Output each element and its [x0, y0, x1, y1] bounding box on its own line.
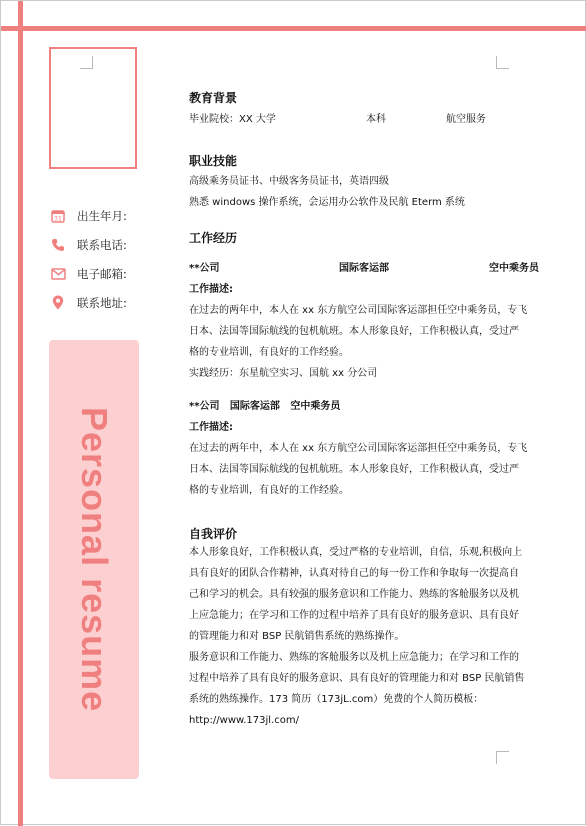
- phone-label: 联系电话:: [77, 237, 127, 252]
- job1-desc-line: 在过去的两年中，本人在 xx 东方航空公司国际客运部担任空中乘务员，专飞: [189, 305, 528, 316]
- svg-text:31: 31: [54, 215, 62, 222]
- phone-icon: [49, 236, 67, 254]
- job1-position: 空中乘务员: [489, 263, 539, 274]
- address-row: [49, 288, 127, 317]
- job1-desc-label: 工作描述:: [189, 284, 233, 295]
- education-row: [189, 109, 549, 130]
- self-eval-line: 过程中培养了具有良好的服务意识、具有良好的管理能力和对 BSP 民航销售: [189, 673, 525, 684]
- job2-desc-line: 格的专业培训，有良好的工作经验。: [189, 485, 349, 496]
- top-accent-bar: [1, 26, 586, 31]
- main-content: [189, 89, 549, 731]
- address-label: 联系地址:: [77, 295, 127, 310]
- major: 航空服务: [446, 114, 486, 125]
- skill-line: 高级乘务员证书、中级客务员证书，英语四级: [189, 176, 389, 187]
- birth-label: 出生年月:: [77, 208, 127, 223]
- margin-mark: [80, 56, 93, 69]
- job2-header: **公司 国际客运部 空中乘务员: [189, 401, 341, 412]
- self-eval-title: 自我评价: [189, 527, 238, 541]
- job2-desc-line: 在过去的两年中，本人在 xx 东方航空公司国际客运部担任空中乘务员，专飞: [189, 443, 528, 454]
- margin-mark: [496, 56, 509, 69]
- self-eval-section: [189, 525, 549, 731]
- education-title: 教育背景: [189, 91, 238, 105]
- self-eval-line: 服务意识和工作能力、熟练的客舱服务以及机上应急能力；在学习和工作的: [189, 652, 519, 663]
- resume-vertical-title: Personal resume: [74, 406, 115, 713]
- self-eval-line: 本人形象良好，工作积极认真，受过严格的专业培训，自信，乐观,积极向上: [189, 547, 523, 558]
- left-accent-bar: [18, 1, 23, 826]
- self-eval-line: 系统的熟练操作。173 简历（173jL.com）免费的个人简历模板：: [189, 694, 484, 705]
- education-section: [189, 89, 549, 130]
- location-pin-icon: [49, 294, 67, 312]
- job2-desc-line: 日本、法国等国际航线的包机航班。本人形象良好，工作积极认真，受过严: [189, 464, 519, 475]
- personal-info: [49, 201, 127, 317]
- job1-header: [189, 258, 549, 279]
- job1-dept: 国际客运部: [339, 263, 389, 274]
- job2-desc-label: 工作描述:: [189, 422, 233, 433]
- email-row: [49, 259, 127, 288]
- job1-practice: 实践经历：东星航空实习、国航 xx 分公司: [189, 368, 378, 379]
- template-link[interactable]: http://www.173jl.com/: [189, 715, 299, 726]
- self-eval-line: 的管理能力和对 BSP 民航销售系统的熟练操作。: [189, 631, 405, 642]
- phone-row: [49, 230, 127, 259]
- email-label: 电子邮箱:: [77, 266, 127, 281]
- experience-title: 工作经历: [189, 231, 238, 245]
- photo-frame: [49, 47, 137, 169]
- calendar-icon: [49, 207, 67, 225]
- job1-desc-line: 日本、法国等国际航线的包机航班。本人形象良好，工作积极认真，受过严: [189, 326, 519, 337]
- birth-row: [49, 201, 127, 230]
- job1-desc-line: 格的专业培训，有良好的工作经验。: [189, 347, 349, 358]
- experience-section: [189, 229, 549, 501]
- job1-company: **公司: [189, 263, 220, 274]
- skill-line: 熟悉 windows 操作系统，会运用办公软件及民航 Eterm 系统: [189, 197, 465, 208]
- degree: 本科: [366, 114, 386, 125]
- skills-title: 职业技能: [189, 154, 238, 168]
- self-eval-line: 己和学习的机会。具有较强的服务意识和工作能力、熟练的客舱服务以及机: [189, 589, 519, 600]
- vertical-title: [49, 340, 139, 779]
- school: 毕业院校：XX 大学: [189, 114, 276, 125]
- envelope-icon: [49, 265, 67, 283]
- skills-section: [189, 152, 549, 213]
- margin-mark: [496, 751, 509, 764]
- self-eval-line: 上应急能力；在学习和工作的过程中培养了具有良好的服务意识、具有良好: [189, 610, 519, 621]
- self-eval-line: 具有良好的团队合作精神，认真对待自己的每一份工作和争取每一次提高自: [189, 568, 519, 579]
